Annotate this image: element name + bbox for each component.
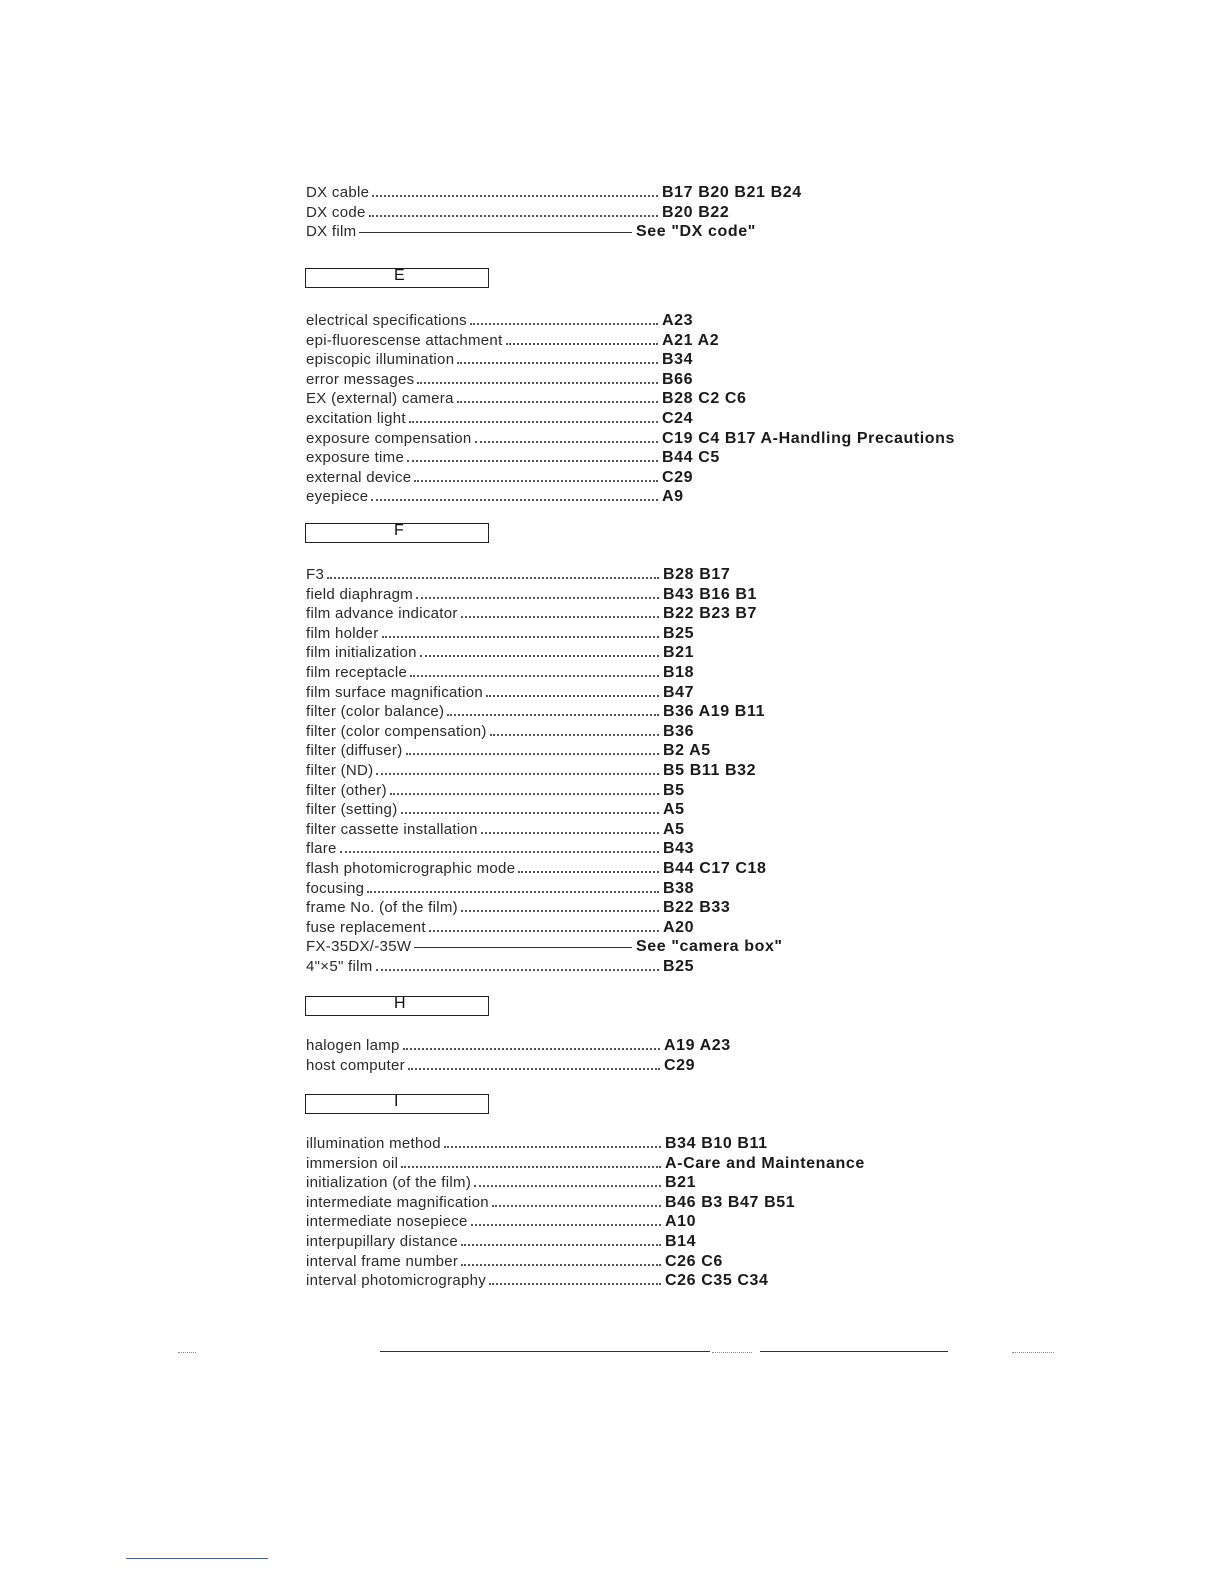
section-header-f	[305, 523, 489, 543]
index-refs: B36	[663, 723, 695, 740]
index-refs: B14	[665, 1233, 697, 1250]
index-refs: B5	[663, 782, 685, 799]
index-term: episcopic illumination	[306, 351, 455, 368]
leader-dots	[359, 232, 632, 233]
index-term: error messages	[306, 371, 415, 388]
index-refs: A20	[663, 919, 695, 936]
index-refs: A5	[663, 821, 685, 838]
index-entry	[0, 1193, 1224, 1213]
footer-rule-mid	[712, 1352, 752, 1353]
index-term: interval frame number	[306, 1253, 459, 1270]
index-refs: B38	[663, 880, 695, 897]
leader-dots	[414, 947, 632, 948]
index-entry	[0, 1134, 1224, 1154]
leader-dots	[447, 714, 659, 716]
index-term: DX code	[306, 204, 366, 221]
index-term: film holder	[306, 625, 379, 642]
index-entry	[0, 741, 1224, 761]
index-refs: B21	[665, 1174, 697, 1191]
index-term: fuse replacement	[306, 919, 426, 936]
leader-dots	[471, 1224, 661, 1226]
index-refs: B34 B10 B11	[665, 1135, 768, 1152]
index-entry	[0, 183, 1224, 203]
index-entry	[0, 1154, 1224, 1174]
leader-dots	[403, 1048, 660, 1050]
index-entry	[0, 585, 1224, 605]
index-entry	[0, 663, 1224, 683]
index-entry	[0, 800, 1224, 820]
index-refs: A19 A23	[664, 1037, 731, 1054]
index-term: intermediate magnification	[306, 1194, 489, 1211]
index-refs: See "camera box"	[636, 938, 783, 955]
leader-dots	[506, 343, 658, 345]
index-refs: B22 B23 B7	[663, 605, 758, 622]
index-entry	[0, 222, 1224, 242]
index-refs: A21 A2	[662, 332, 720, 349]
index-term: 4"×5" film	[306, 958, 373, 975]
index-entry	[0, 350, 1224, 370]
index-entry	[0, 643, 1224, 663]
index-entry	[0, 937, 1224, 957]
index-entry	[0, 702, 1224, 722]
index-term: filter cassette installation	[306, 821, 478, 838]
section-letter: E	[394, 267, 405, 284]
index-entry	[0, 448, 1224, 468]
leader-dots	[486, 695, 659, 697]
leader-dots	[481, 832, 659, 834]
footer-rule-main	[380, 1351, 710, 1352]
index-term: filter (ND)	[306, 762, 374, 779]
index-refs: C29	[662, 469, 694, 486]
index-refs: B36 A19 B11	[663, 703, 766, 720]
index-entry	[0, 389, 1224, 409]
index-entry	[0, 624, 1224, 644]
index-entry	[0, 859, 1224, 879]
index-term: exposure compensation	[306, 430, 472, 447]
leader-dots	[461, 1264, 661, 1266]
index-entry	[0, 1173, 1224, 1193]
leader-dots	[401, 812, 659, 814]
index-entry	[0, 370, 1224, 390]
leader-dots	[475, 441, 658, 443]
leader-dots	[408, 1068, 660, 1070]
index-term: filter (color balance)	[306, 703, 445, 720]
index-term: film advance indicator	[306, 605, 458, 622]
index-refs: C24	[662, 410, 694, 427]
index-entry	[0, 1271, 1224, 1291]
leader-dots	[490, 734, 659, 736]
index-entry	[0, 781, 1224, 801]
section-header-e	[305, 268, 489, 288]
leader-dots	[470, 323, 658, 325]
index-refs: A-Care and Maintenance	[665, 1155, 865, 1172]
index-term: DX film	[306, 223, 357, 240]
section-letter: H	[394, 995, 406, 1012]
index-term: focusing	[306, 880, 365, 897]
footer-rule-left	[178, 1352, 196, 1353]
index-refs: B28 C2 C6	[662, 390, 747, 407]
index-term: filter (other)	[306, 782, 387, 799]
index-refs: B47	[663, 684, 695, 701]
index-term: interpupillary distance	[306, 1233, 458, 1250]
index-term: eyepiece	[306, 488, 369, 505]
index-refs: A23	[662, 312, 694, 329]
index-entry	[0, 1232, 1224, 1252]
leader-dots	[340, 851, 659, 853]
leader-dots	[474, 1185, 661, 1187]
index-entry	[0, 1056, 1224, 1076]
index-refs: See "DX code"	[636, 223, 756, 240]
index-term: flash photomicrographic mode	[306, 860, 516, 877]
leader-dots	[461, 910, 659, 912]
index-refs: A5	[663, 801, 685, 818]
index-entry	[0, 1252, 1224, 1272]
index-term: electrical specifications	[306, 312, 467, 329]
index-term: frame No. (of the film)	[306, 899, 458, 916]
leader-dots	[492, 1205, 661, 1207]
index-refs: B28 B17	[663, 566, 731, 583]
index-term: epi-fluorescense attachment	[306, 332, 503, 349]
index-term: illumination method	[306, 1135, 441, 1152]
section-letter: I	[394, 1093, 399, 1110]
leader-dots	[376, 773, 659, 775]
index-refs: B44 C5	[662, 449, 720, 466]
index-refs: B43 B16 B1	[663, 586, 758, 603]
leader-dots	[457, 362, 658, 364]
index-term: film receptacle	[306, 664, 408, 681]
index-refs: B66	[662, 371, 694, 388]
index-refs: B34	[662, 351, 694, 368]
index-refs: B20 B22	[662, 204, 730, 221]
index-entry	[0, 957, 1224, 977]
leader-dots	[390, 793, 659, 795]
index-entry	[0, 487, 1224, 507]
leader-dots	[369, 215, 658, 217]
index-entry	[0, 468, 1224, 488]
index-term: filter (color compensation)	[306, 723, 487, 740]
index-refs: B22 B33	[663, 899, 731, 916]
index-term: initialization (of the film)	[306, 1174, 472, 1191]
section-letter: F	[394, 522, 404, 539]
index-refs: A9	[662, 488, 684, 505]
index-term: F3	[306, 566, 325, 583]
index-term: external device	[306, 469, 412, 486]
leader-dots	[461, 1244, 661, 1246]
index-entry	[0, 820, 1224, 840]
index-refs: B25	[663, 625, 695, 642]
index-entry	[0, 898, 1224, 918]
index-refs: B2 A5	[663, 742, 711, 759]
index-term: filter (diffuser)	[306, 742, 403, 759]
leader-dots	[372, 195, 658, 197]
index-refs: B46 B3 B47 B51	[665, 1194, 796, 1211]
index-refs: C19 C4 B17 A-Handling Precautions	[662, 430, 956, 447]
index-entry	[0, 879, 1224, 899]
index-entry	[0, 565, 1224, 585]
leader-dots	[417, 382, 658, 384]
index-term: intermediate nosepiece	[306, 1213, 468, 1230]
index-entry	[0, 1212, 1224, 1232]
index-entry	[0, 1036, 1224, 1056]
leader-dots	[489, 1283, 661, 1285]
index-term: DX cable	[306, 184, 370, 201]
index-refs: C26 C35 C34	[665, 1272, 769, 1289]
leader-dots	[420, 655, 659, 657]
index-entry	[0, 429, 1224, 449]
leader-dots	[518, 871, 659, 873]
index-refs: A10	[665, 1213, 697, 1230]
index-refs: B21	[663, 644, 695, 661]
leader-dots	[429, 930, 659, 932]
leader-dots	[382, 636, 659, 638]
leader-dots	[416, 597, 659, 599]
bottom-rule	[126, 1558, 268, 1559]
leader-dots	[461, 616, 659, 618]
index-term: field diaphragm	[306, 586, 414, 603]
index-term: halogen lamp	[306, 1037, 400, 1054]
index-entry	[0, 331, 1224, 351]
leader-dots	[406, 753, 659, 755]
index-refs: C26 C6	[665, 1253, 723, 1270]
leader-dots	[414, 480, 658, 482]
index-entry	[0, 722, 1224, 742]
index-term: immersion oil	[306, 1155, 399, 1172]
index-refs: C29	[664, 1057, 696, 1074]
index-refs: B17 B20 B21 B24	[662, 184, 802, 201]
index-refs: B18	[663, 664, 695, 681]
footer-rule-far-right	[1012, 1352, 1054, 1353]
leader-dots	[457, 401, 658, 403]
index-term: FX-35DX/-35W	[306, 938, 412, 955]
index-term: EX (external) camera	[306, 390, 454, 407]
leader-dots	[376, 969, 659, 971]
leader-dots	[409, 421, 658, 423]
index-term: interval photomicrography	[306, 1272, 487, 1289]
index-refs: B44 C17 C18	[663, 860, 767, 877]
leader-dots	[371, 499, 658, 501]
footer-rule-right	[760, 1351, 948, 1352]
index-term: exposure time	[306, 449, 405, 466]
index-term: film initialization	[306, 644, 417, 661]
index-entry	[0, 203, 1224, 223]
index-term: host computer	[306, 1057, 405, 1074]
section-header-i	[305, 1094, 489, 1114]
index-refs: B5 B11 B32	[663, 762, 757, 779]
index-entry	[0, 409, 1224, 429]
leader-dots	[327, 577, 659, 579]
index-refs: B43	[663, 840, 695, 857]
index-term: flare	[306, 840, 337, 857]
index-term: excitation light	[306, 410, 406, 427]
index-entry	[0, 761, 1224, 781]
section-header-h	[305, 996, 489, 1016]
index-entry	[0, 839, 1224, 859]
index-entry	[0, 683, 1224, 703]
index-refs: B25	[663, 958, 695, 975]
leader-dots	[444, 1146, 661, 1148]
index-entry	[0, 604, 1224, 624]
index-entry	[0, 918, 1224, 938]
index-term: film surface magnification	[306, 684, 484, 701]
index-entry	[0, 311, 1224, 331]
leader-dots	[367, 891, 659, 893]
leader-dots	[410, 675, 659, 677]
leader-dots	[407, 460, 658, 462]
index-term: filter (setting)	[306, 801, 398, 818]
leader-dots	[401, 1166, 661, 1168]
